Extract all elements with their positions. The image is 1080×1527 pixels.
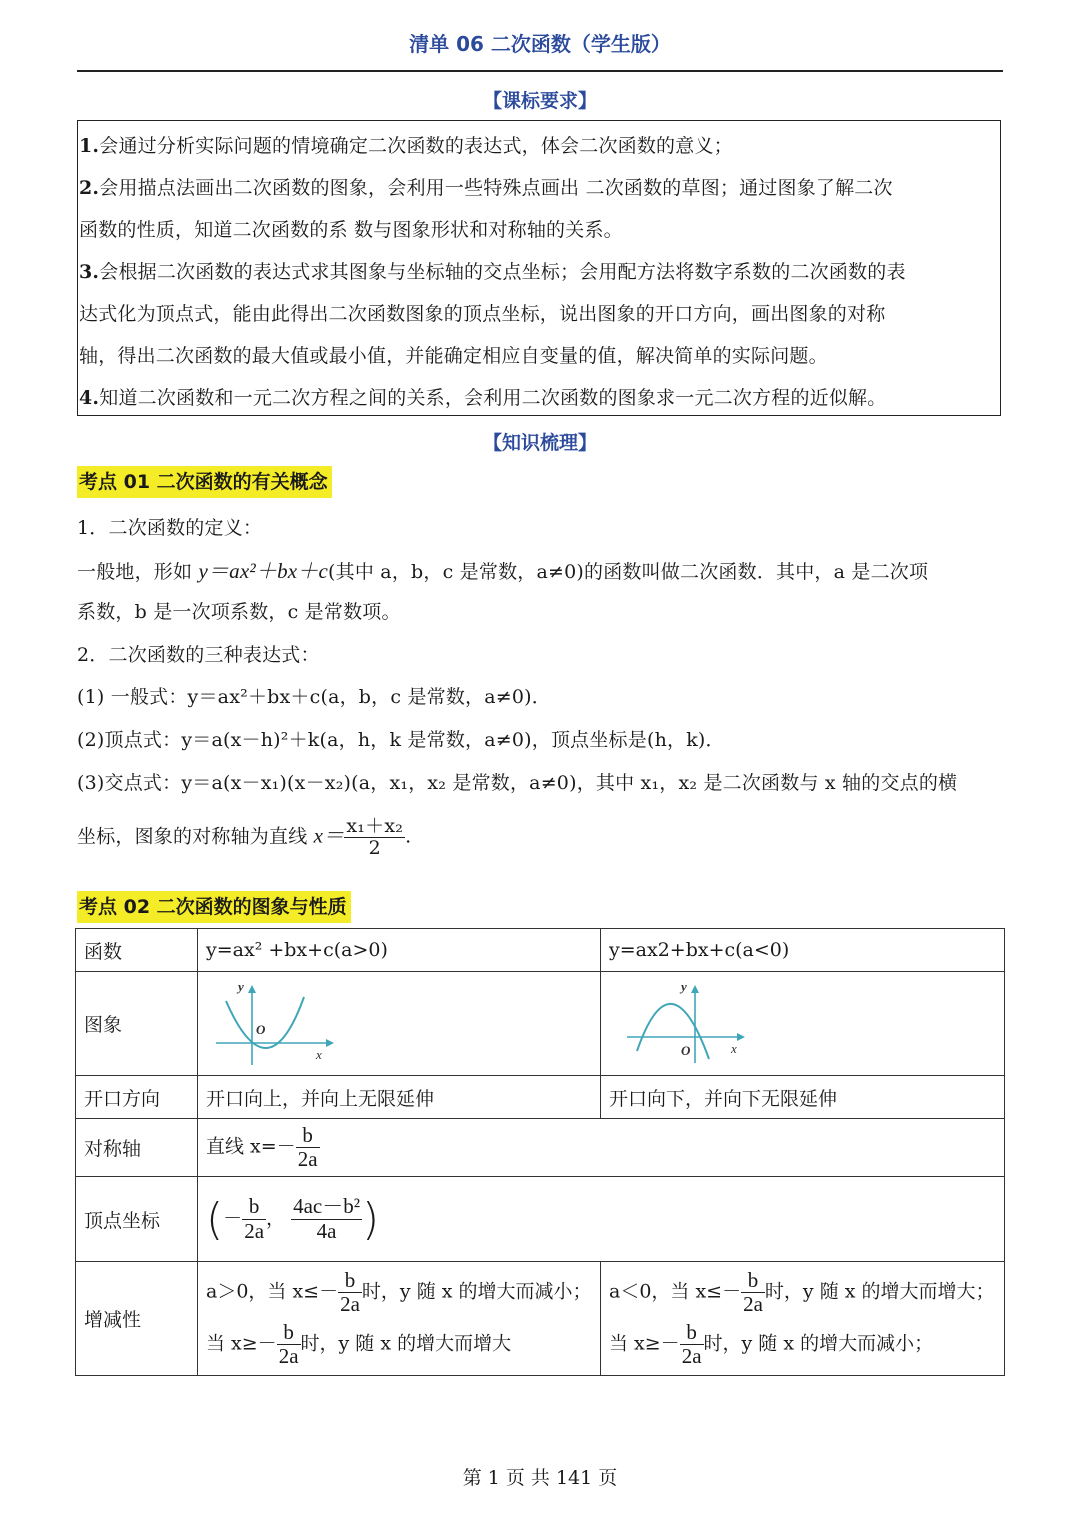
axis-of-symmetry-line: 坐标，图象的对称轴为直线 x＝ $\frac{\text{x₁＋x₂}}{2}$ . xyxy=(77,815,412,859)
label-axis: 对称轴 xyxy=(76,1119,198,1177)
label-opening: 开口方向 xyxy=(76,1076,198,1119)
properties-table xyxy=(75,928,1005,1376)
parabola-up-graph xyxy=(208,979,338,1069)
table-row xyxy=(76,1262,1005,1376)
kd02-heading: 考点 02 二次函数的图象与性质 xyxy=(77,891,351,923)
requirement-line: 3.会根据二次函数的表达式求其图象与坐标轴的交点坐标；会用配方法将数字系数的二次函数的表 xyxy=(79,261,906,283)
general-form: (1) 一般式：y＝ax²＋bx＋c(a，b，c 是常数，a≠0)． xyxy=(77,686,551,708)
kd01-heading: 考点 01 二次函数的有关概念 xyxy=(77,466,332,498)
definition-paragraph-cont: 系数，b 是一次项系数，c 是常数项。 xyxy=(77,601,401,623)
axis-cell: 直线 x=－ $\frac{b}{2a}$ xyxy=(198,1119,1005,1177)
definition-paragraph: 一般地，形如 y＝ax²＋bx＋c(其中 a，b，c 是常数，a≠0)的函数叫做二次函数．其中，a 是二次项 xyxy=(77,559,929,583)
intercept-form: (3)交点式：y＝a(x－x₁)(x－x₂)(a，x₁，x₂ 是常数，a≠0)，其中 x₁，x₂ 是二次函数与 x 轴的交点的横 xyxy=(77,772,958,794)
table-row xyxy=(76,1076,1005,1119)
table-row xyxy=(76,929,1005,972)
requirement-line: 4.知道二次函数和一元二次方程之间的关系，会利用二次函数的图象求一元二次方程的近似解。 xyxy=(79,387,887,409)
x-label: x xyxy=(731,1040,737,1056)
vertex-y-fraction: $\frac{\text{4ac－b²}}{4a}$ xyxy=(293,1194,361,1243)
document-title: 清单 06 二次函数（学生版） xyxy=(409,32,671,56)
title-divider xyxy=(77,70,1003,72)
table-row xyxy=(76,1119,1005,1177)
graph-cell-up xyxy=(198,972,601,1076)
y-label: y xyxy=(238,978,244,994)
origin-label: O xyxy=(256,1021,266,1037)
label-graph: 图象 xyxy=(76,972,198,1076)
requirements-heading: 【课标要求】 xyxy=(482,90,597,112)
y-axis-arrow xyxy=(248,985,256,993)
vertex-form: (2)顶点式：y＝a(x－h)²＋k(a，h，k 是常数，a≠0)，顶点坐标是(h，k)． xyxy=(77,729,725,751)
mono-negative-cell: a＜0，当 x≤－ $\frac{b}{2a}$ 时，y 随 x 的增大而增大； 当 x≥－ $\frac{b}{2a}$ 时，y 随 x 的增大而减小； xyxy=(601,1262,1005,1376)
parabola-down-graph xyxy=(619,979,749,1069)
requirement-line: 达式化为顶点式，能由此得出二次函数图象的顶点坐标，说出图象的开口方向，画出图象的对称 xyxy=(79,303,886,325)
label-monotonicity: 增减性 xyxy=(76,1262,198,1376)
page-number: 第 1 页 共 141 页 xyxy=(462,1467,618,1489)
axis-fraction: $\frac{\text{x₁＋x₂}}{2}$ xyxy=(346,815,404,859)
requirements-box xyxy=(77,120,1001,416)
parabola-down-curve xyxy=(637,1003,709,1058)
table-row xyxy=(76,972,1005,1076)
y-axis-arrow xyxy=(691,985,699,993)
header-cell-a-negative: y=ax2+bx+c(a<0) xyxy=(601,929,1005,972)
origin-label: O xyxy=(681,1042,691,1058)
table-row xyxy=(76,1177,1005,1262)
opening-down: 开口向下，并向下无限延伸 xyxy=(601,1076,1005,1119)
requirement-line: 1.会通过分析实际问题的情境确定二次函数的表达式，体会二次函数的意义； xyxy=(79,135,733,157)
header-cell-a-positive: y=ax² +bx+c(a>0) xyxy=(198,929,601,972)
requirement-line: 轴，得出二次函数的最大值或最小值，并能确定相应自变量的值，解决简单的实际问题。 xyxy=(79,345,828,367)
forms-title: 2．二次函数的三种表达式： xyxy=(77,644,320,666)
knowledge-heading: 【知识梳理】 xyxy=(482,432,597,454)
header-cell-function: 函数 xyxy=(76,929,198,972)
definition-title: 1．二次函数的定义： xyxy=(77,517,263,539)
x-axis-arrow xyxy=(737,1033,745,1041)
vertex-cell: (－ $\frac{b}{2a}$ ， $\frac{\text{4ac－b²}}{4a}$ ) xyxy=(198,1177,1005,1262)
x-axis-arrow xyxy=(326,1039,334,1047)
requirement-line: 函数的性质，知道二次函数的系 数与图象形状和对称轴的关系。 xyxy=(79,219,623,241)
label-vertex: 顶点坐标 xyxy=(76,1177,198,1262)
opening-up: 开口向上，并向上无限延伸 xyxy=(198,1076,601,1119)
y-label: y xyxy=(681,978,687,994)
axis-fraction: $\frac{b}{2a}$ xyxy=(297,1122,318,1171)
x-label: x xyxy=(316,1046,322,1062)
vertex-x-fraction: $\frac{b}{2a}$ xyxy=(244,1194,265,1243)
graph-cell-down xyxy=(601,972,1005,1076)
mono-positive-cell: a＞0，当 x≤－ $\frac{b}{2a}$ 时，y 随 x 的增大而减小； 当 x≥－ $\frac{b}{2a}$ 时，y 随 x 的增大而增大 xyxy=(198,1262,601,1376)
requirement-line: 2.会用描点法画出二次函数的图象，会利用一些特殊点画出 二次函数的草图；通过图象了解二次 xyxy=(79,177,893,199)
